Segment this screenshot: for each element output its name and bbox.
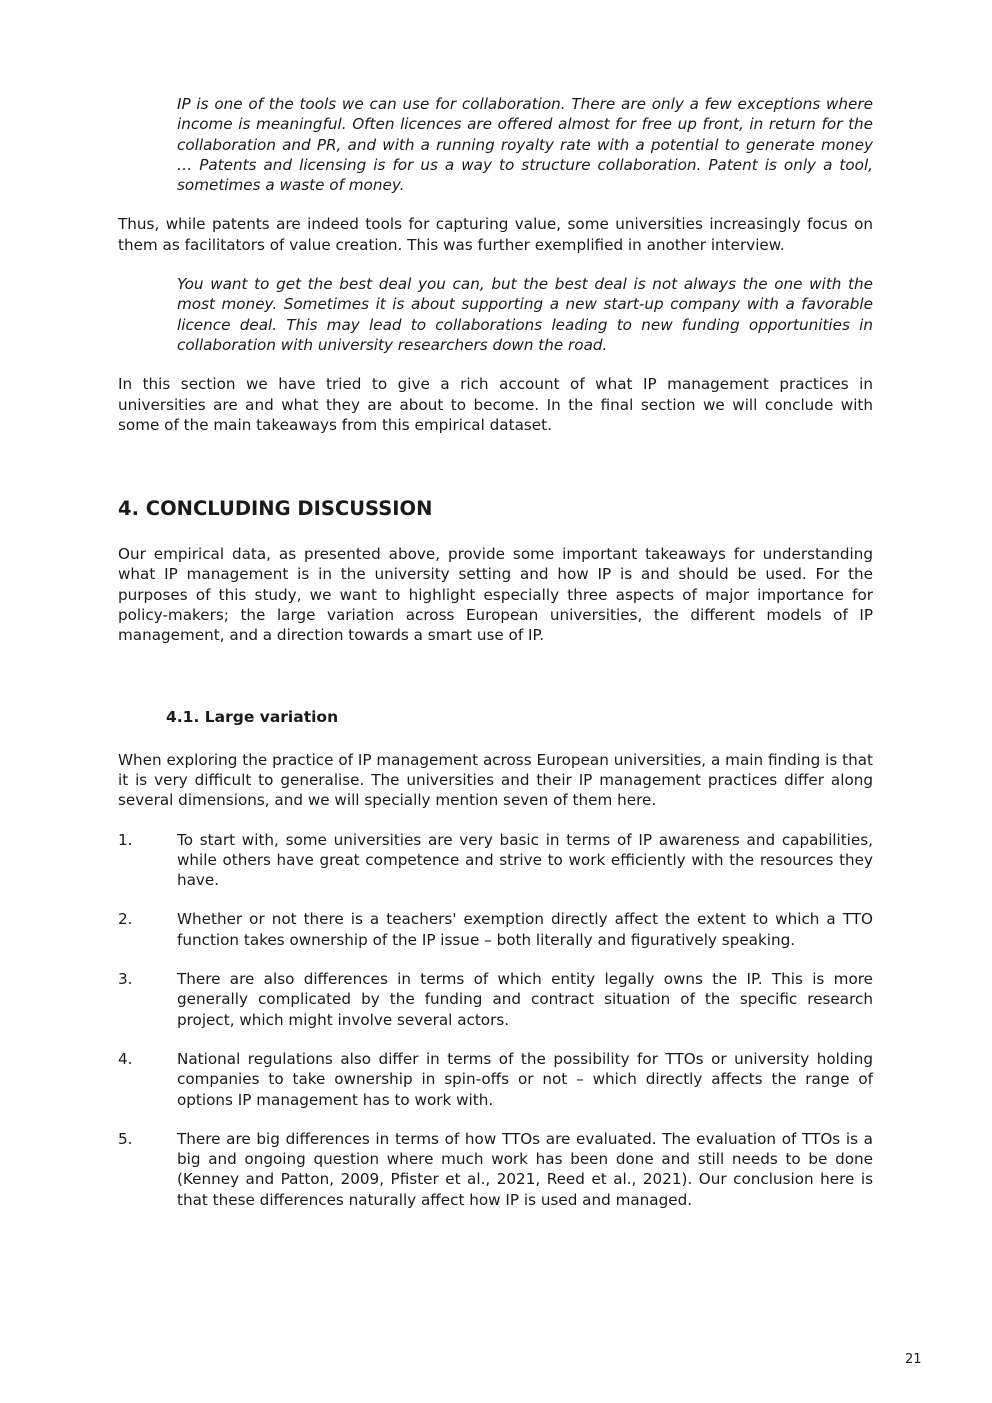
list-item-number: 2. (118, 910, 133, 929)
list-item-number: 4. (118, 1049, 133, 1068)
list-item-number: 1. (118, 830, 133, 849)
list-item-text: National regulations also differ in terms of the possibility for TTOs or university holding companies to take ownership in spin-offs or not – which directly affects the range of options IP management has to work with. (177, 1049, 873, 1109)
paragraph-large-variation: When exploring the practice of IP management across European universities, a main finding is that it is very difficult to generalise. The universities and their IP management practices differ along several dimensions, and we will specially mention seven of them here. (118, 750, 873, 810)
list-item-text: There are big differences in terms of how TTOs are evaluated. The evaluation of TTOs is a big and ongoing question where much work has been done and still needs to be done (Kenney and Patton, 2009, Pfister et al., 2021, Reed et al., 2021). Our conclusion here is that these differences naturally affect how IP is used and managed. (177, 1129, 873, 1209)
paragraph-concluding-intro: Our empirical data, as presented above, provide some important takeaways for understanding what IP management is in the university setting and how IP is and should be used. For the purposes of this study, we want to highlight especially three aspects of major importance for policy-makers; the large variation across European universities, the different models of IP management, and a direction towards a smart use of IP. (118, 545, 873, 645)
document-page (118, 94, 873, 1210)
list-item-number: 3. (118, 970, 133, 989)
page-number: 21 (905, 1352, 922, 1367)
block-quote-2: You want to get the best deal you can, but the best deal is not always the one with the most money. Sometimes it is about supporting a new start-up company with a favorable licence deal. This may lead to collaborations leading to new funding opportunities in collaboration with university researchers down the road. (177, 275, 873, 354)
list-item-number: 5. (118, 1129, 133, 1148)
list-item (118, 909, 873, 950)
list-item (118, 1129, 873, 1210)
paragraph-patents-value: Thus, while patents are indeed tools for capturing value, some universities increasingly focus on them as facilitators of value creation. This was further exemplified in another interview. (118, 215, 873, 254)
numbered-list (118, 830, 873, 1210)
list-item (118, 830, 873, 891)
list-item (118, 1049, 873, 1110)
section-heading: 4. CONCLUDING DISCUSSION (118, 497, 433, 521)
list-item-text: To start with, some universities are very basic in terms of IP awareness and capabilities, while others have great competence and strive to work efficiently with the resources they have. (177, 830, 873, 890)
list-item-text: There are also differences in terms of which entity legally owns the IP. This is more generally complicated by the funding and contract situation of the specific research project, which might involve several actors. (177, 970, 873, 1029)
list-item-text: Whether or not there is a teachers' exemption directly affect the extent to which a TTO function takes ownership of the IP issue – both literally and figuratively speaking. (177, 910, 873, 949)
subsection-heading: 4.1. Large variation (166, 707, 339, 726)
block-quote-1: IP is one of the tools we can use for collaboration. There are only a few exceptions where income is meaningful. Often licences are offered almost for free up front, in return for the collaboration and PR, and with a running royalty rate with a potential to generate money … Patents and licensing is for us a way to structure collaboration. Patent is only a tool, sometimes a waste of money. (177, 95, 873, 195)
list-item (118, 969, 873, 1030)
paragraph-section-summary: In this section we have tried to give a rich account of what IP management practices in universities are and what they are about to become. In the final section we will conclude with some of the main takeaways from this empirical dataset. (118, 375, 873, 434)
